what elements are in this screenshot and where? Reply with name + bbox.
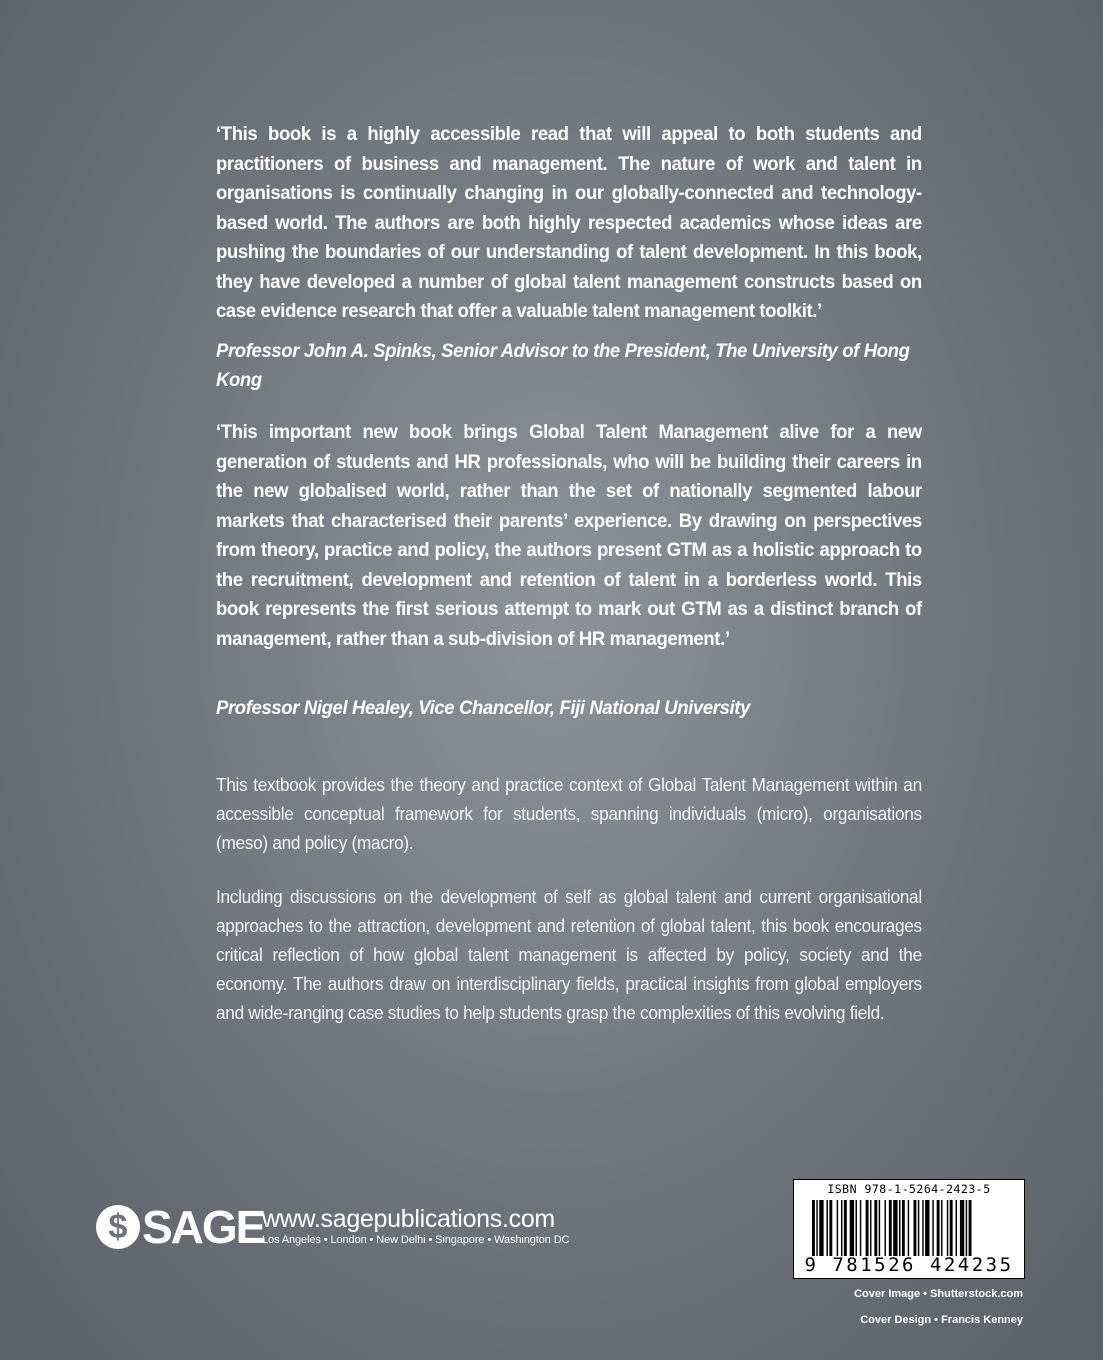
barcode-bar	[908, 1200, 909, 1256]
barcode-bar	[866, 1200, 869, 1256]
quote-1-text: ‘This book is a highly accessible read that will appeal to both students and practitioners of business and management. The nature of work and talent in organisations is continually changing in our globally-connected and technology-based world. The authors are both highly respected academics whose ideas are pushing the boundaries of our understanding of talent development. In this book, they have developed a number of global talent management constructs based on case evidence research that offer a valuable talent management toolkit.’	[216, 123, 922, 322]
sage-s-icon: $	[96, 1205, 140, 1249]
barcode-bar	[932, 1200, 933, 1256]
barcode-digits: 9 781526 424235	[804, 1254, 1014, 1276]
barcode-bar	[827, 1200, 828, 1256]
barcode-bar	[829, 1200, 832, 1256]
barcode-bar	[960, 1200, 964, 1256]
quote-2-attribution: Professor Nigel Healey, Vice Chancellor, Fiji National University	[216, 697, 751, 719]
quote-1-attribution: Professor John A. Spinks, Senior Advisor to the President, The University of Hong Kong	[216, 340, 910, 391]
cover-design-credit: Cover Design • Francis Kenney	[860, 1314, 1023, 1326]
isbn-barcode	[793, 1179, 1025, 1279]
barcode-bar	[860, 1200, 861, 1256]
blurb-text-1: This textbook provides the theory and practice context of Global Talent Management within an accessible conceptual framework for students, spanning individuals (micro), organisations (meso) and policy (macro).	[216, 774, 922, 853]
barcode-bar	[950, 1200, 953, 1256]
barcode-bar	[856, 1200, 857, 1256]
barcode-bar	[885, 1200, 886, 1256]
barcode-bar	[925, 1200, 929, 1256]
barcode-bar	[812, 1200, 815, 1256]
barcode-bar	[947, 1200, 948, 1256]
sage-logo	[96, 1201, 265, 1253]
publisher-url[interactable]: www.sagepublications.com	[262, 1205, 555, 1233]
barcode-bars	[812, 1200, 1008, 1256]
barcode-bar	[870, 1200, 871, 1256]
blurb-paragraph-1	[216, 770, 922, 857]
barcode-bar	[966, 1200, 967, 1256]
barcode-bar	[941, 1200, 942, 1256]
barcode-bar	[956, 1200, 957, 1256]
isbn-label: ISBN 978-1-5264-2423-5	[827, 1182, 991, 1196]
barcode-bar	[914, 1200, 917, 1256]
quote-2	[216, 418, 922, 654]
quote-1	[216, 120, 922, 327]
quote-2-attribution-block	[216, 694, 922, 723]
cover-image-credit: Cover Image • Shutterstock.com	[854, 1288, 1023, 1300]
publisher-cities: Los Angeles • London • New Delhi • Singapore • Washington DC	[262, 1234, 570, 1246]
barcode-bar	[816, 1200, 817, 1256]
barcode-bar	[893, 1200, 897, 1256]
barcode-bar	[819, 1200, 823, 1256]
barcode-bar	[841, 1200, 842, 1256]
quote-2-text: ‘This important new book brings Global Talent Management alive for a new generation of students and HR professionals, who will be building their careers in the new globalised world, rather than the set of nationally segmented labour markets that characterised their parents’ experience. By drawing on perspectives from theory, practice and policy, the authors present GTM as a holistic approach to the recruitment, development and retention of talent in a borderless world. This book represents the first serious attempt to mark out GTM as a distinct branch of management, rather than a sub-division of HR management.’	[216, 421, 922, 650]
sage-logo-word: SAGE	[142, 1201, 265, 1253]
barcode-bar	[918, 1200, 919, 1256]
barcode-bar	[969, 1200, 972, 1256]
barcode-bar	[837, 1200, 838, 1256]
barcode-bar	[850, 1200, 854, 1256]
barcode-bar	[874, 1200, 877, 1256]
blurb-text-2: Including discussions on the development of self as global talent and current organisational approaches to the attraction, development and retention of global talent, this book encourages critical reflection of how global talent management is affected by policy, society and the economy. The authors draw on interdisciplinary fields, practical insights from global employers and wide-ranging case studies to help students grasp the complexities of this evolving field.	[216, 886, 922, 1023]
barcode-bar	[902, 1200, 905, 1256]
barcode-bar	[937, 1200, 940, 1256]
blurb-paragraph-2	[216, 882, 922, 1027]
quote-1-attribution-block	[216, 337, 922, 395]
barcode-bar	[879, 1200, 880, 1256]
barcode-bar	[844, 1200, 847, 1256]
barcode-bar	[922, 1200, 923, 1256]
barcode-bar	[889, 1200, 892, 1256]
barcode-bar	[899, 1200, 900, 1256]
